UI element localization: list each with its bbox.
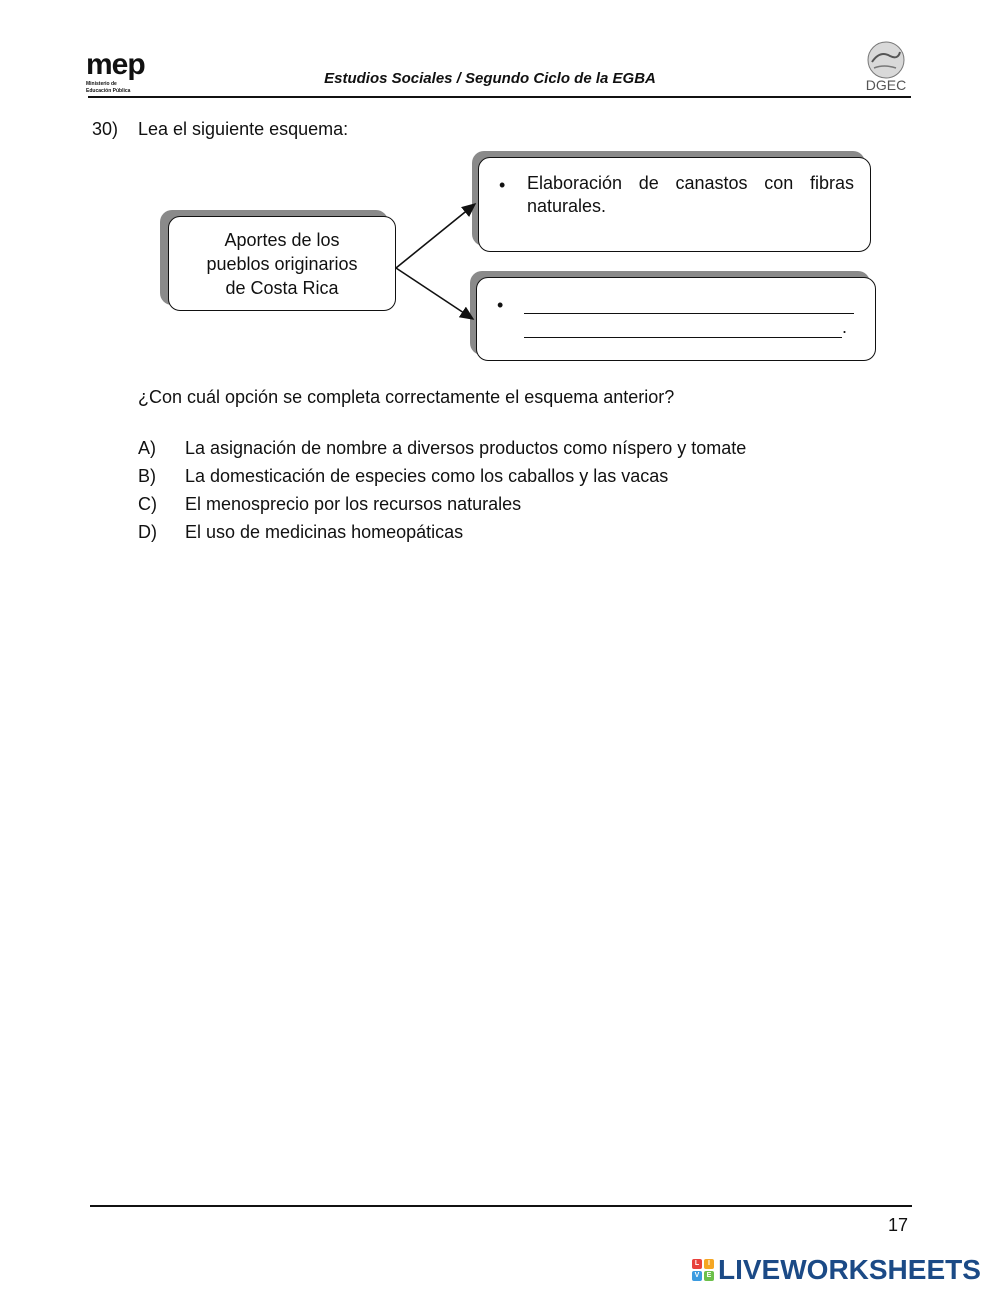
- arrow-to-top-box: [396, 204, 475, 268]
- option-d-text[interactable]: El uso de medicinas homeopáticas: [185, 522, 464, 542]
- dgec-logo: [856, 38, 912, 94]
- bottom-answer-box: [476, 277, 876, 361]
- mep-logo-subtitle-2: Educación Pública: [86, 88, 131, 94]
- option-a-text[interactable]: La asignación de nombre a diversos productos como níspero y tomate: [185, 438, 747, 458]
- brand-icon-l: L: [692, 1259, 702, 1269]
- option-a-letter: A): [138, 438, 156, 458]
- question-stem: ¿Con cuál opción se completa correctamente el esquema anterior?: [138, 387, 675, 407]
- top-bullet: •: [499, 175, 506, 195]
- top-box-text: Elaboración de canastos con fibras naturales.: [527, 173, 854, 216]
- header-rule: [88, 96, 911, 98]
- option-d-letter: D): [138, 522, 157, 542]
- center-line-3: de Costa Rica: [225, 277, 339, 298]
- top-answer-box: [478, 157, 871, 252]
- center-line-1: Aportes de los: [224, 229, 340, 250]
- blank-line-1: [524, 292, 854, 314]
- mep-logo: [86, 50, 156, 96]
- arrow-to-bottom-box: [396, 268, 473, 319]
- dgec-logo-text: DGEC: [865, 77, 907, 93]
- mep-logo-subtitle-1: Ministerio de: [86, 81, 117, 87]
- header-title: Estudios Sociales / Segundo Ciclo de la EGBA: [324, 70, 656, 87]
- question-prompt: Lea el siguiente esquema:: [138, 119, 349, 139]
- brand-icon-i: I: [704, 1259, 714, 1269]
- mep-logo-text: mep: [86, 48, 145, 81]
- bottom-bullet: •: [497, 295, 504, 315]
- option-c-letter: C): [138, 494, 157, 514]
- brand-icon-v: V: [692, 1271, 702, 1281]
- center-line-2: pueblos originarios: [206, 253, 358, 274]
- blank-period: .: [842, 317, 848, 337]
- blank-line-2: [524, 316, 847, 338]
- dgec-seal-icon: [856, 38, 912, 94]
- liveworksheets-brand[interactable]: [692, 1253, 981, 1287]
- question-number: 30): [92, 119, 119, 139]
- center-concept-box: [168, 216, 396, 311]
- liveworksheets-text: LIVEWORKSHEETS: [718, 1254, 981, 1285]
- liveworksheets-icon: [692, 1259, 714, 1281]
- footer-rule: [90, 1205, 912, 1207]
- page-number: 17: [887, 1215, 908, 1235]
- option-b-letter: B): [138, 466, 156, 486]
- option-b-text[interactable]: La domesticación de especies como los caballos y las vacas: [185, 466, 669, 486]
- option-c-text[interactable]: El menosprecio por los recursos naturales: [185, 494, 522, 514]
- brand-icon-e: E: [704, 1271, 714, 1281]
